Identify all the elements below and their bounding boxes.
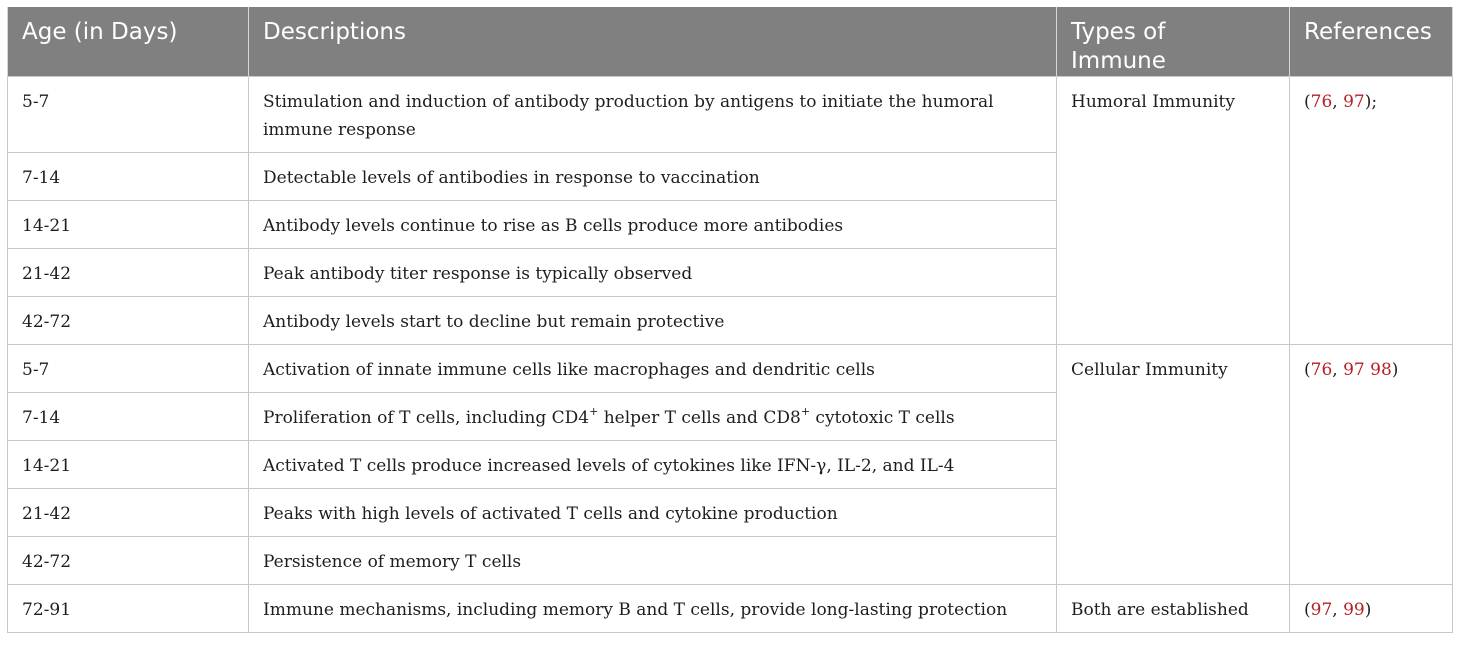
ref-paren: ( <box>1304 360 1311 380</box>
ref-separator: , <box>1332 92 1344 112</box>
description-cell: Antibody levels continue to rise as B cells produce more antibodies <box>249 201 1057 249</box>
ref-paren: ( <box>1304 92 1311 112</box>
ref-paren: ) <box>1391 360 1399 380</box>
reference-link[interactable]: 97 <box>1343 92 1365 112</box>
immune-type-cell: Both are established <box>1057 585 1290 633</box>
description-line: immune response <box>263 120 416 140</box>
references-cell <box>1290 77 1453 345</box>
description-cell: Detectable levels of antibodies in response to vaccination <box>249 153 1057 201</box>
header-age: Age (in Days) <box>8 7 249 77</box>
description-text: helper T cells and CD8 <box>598 408 801 428</box>
references-cell <box>1290 585 1453 633</box>
age-cell: 14-21 <box>8 441 249 489</box>
ref-separator: , <box>1332 360 1344 380</box>
description-cell: Peaks with high levels of activated T cells and cytokine production <box>249 489 1057 537</box>
ref-paren: ); <box>1364 92 1378 112</box>
age-cell: 7-14 <box>8 153 249 201</box>
table-header <box>8 7 1453 77</box>
ref-paren: ( <box>1304 600 1311 620</box>
table-row <box>8 77 1453 153</box>
ref-separator: , <box>1332 600 1344 620</box>
description-cell <box>249 77 1057 153</box>
description-text: cytotoxic T cells <box>810 408 955 428</box>
header-types-line1: Types of <box>1071 19 1166 45</box>
age-cell: 42-72 <box>8 297 249 345</box>
age-cell: 5-7 <box>8 345 249 393</box>
age-cell: 5-7 <box>8 77 249 153</box>
ref-paren: ) <box>1364 600 1372 620</box>
description-cell: Activated T cells produce increased levels of cytokines like IFN-γ, IL-2, and IL-4 <box>249 441 1057 489</box>
reference-link[interactable]: 76 <box>1310 360 1333 380</box>
age-cell: 21-42 <box>8 249 249 297</box>
age-cell: 14-21 <box>8 201 249 249</box>
age-cell: 7-14 <box>8 393 249 441</box>
description-cell: Antibody levels start to decline but remain protective <box>249 297 1057 345</box>
age-cell: 72-91 <box>8 585 249 633</box>
description-cell: Peak antibody titer response is typically observed <box>249 249 1057 297</box>
description-cell: Activation of innate immune cells like macrophages and dendritic cells <box>249 345 1057 393</box>
immune-response-table <box>7 7 1453 633</box>
reference-link[interactable]: 97 <box>1310 600 1333 620</box>
description-cell: Immune mechanisms, including memory B and T cells, provide long-lasting protection <box>249 585 1057 633</box>
reference-link[interactable]: 99 <box>1343 600 1365 620</box>
reference-link[interactable]: 98 <box>1370 360 1392 380</box>
table-row <box>8 585 1453 633</box>
superscript-plus: + <box>800 405 811 419</box>
table-row <box>8 345 1453 393</box>
description-cell: Persistence of memory T cells <box>249 537 1057 585</box>
header-descriptions: Descriptions <box>249 7 1057 77</box>
description-cell <box>249 393 1057 441</box>
reference-link[interactable]: 97 <box>1343 360 1365 380</box>
immune-type-cell: Humoral Immunity <box>1057 77 1290 345</box>
references-cell <box>1290 345 1453 585</box>
header-types-line2: Immune <box>1071 48 1166 74</box>
immune-type-cell: Cellular Immunity <box>1057 345 1290 585</box>
description-line: Stimulation and induction of antibody production by antigens to initiate the humoral <box>263 92 994 112</box>
header-types <box>1057 7 1290 77</box>
age-cell: 42-72 <box>8 537 249 585</box>
age-cell: 21-42 <box>8 489 249 537</box>
description-text: Proliferation of T cells, including CD4 <box>263 408 590 428</box>
reference-link[interactable]: 76 <box>1310 92 1333 112</box>
superscript-plus: + <box>589 405 599 419</box>
header-references: References <box>1290 7 1453 77</box>
